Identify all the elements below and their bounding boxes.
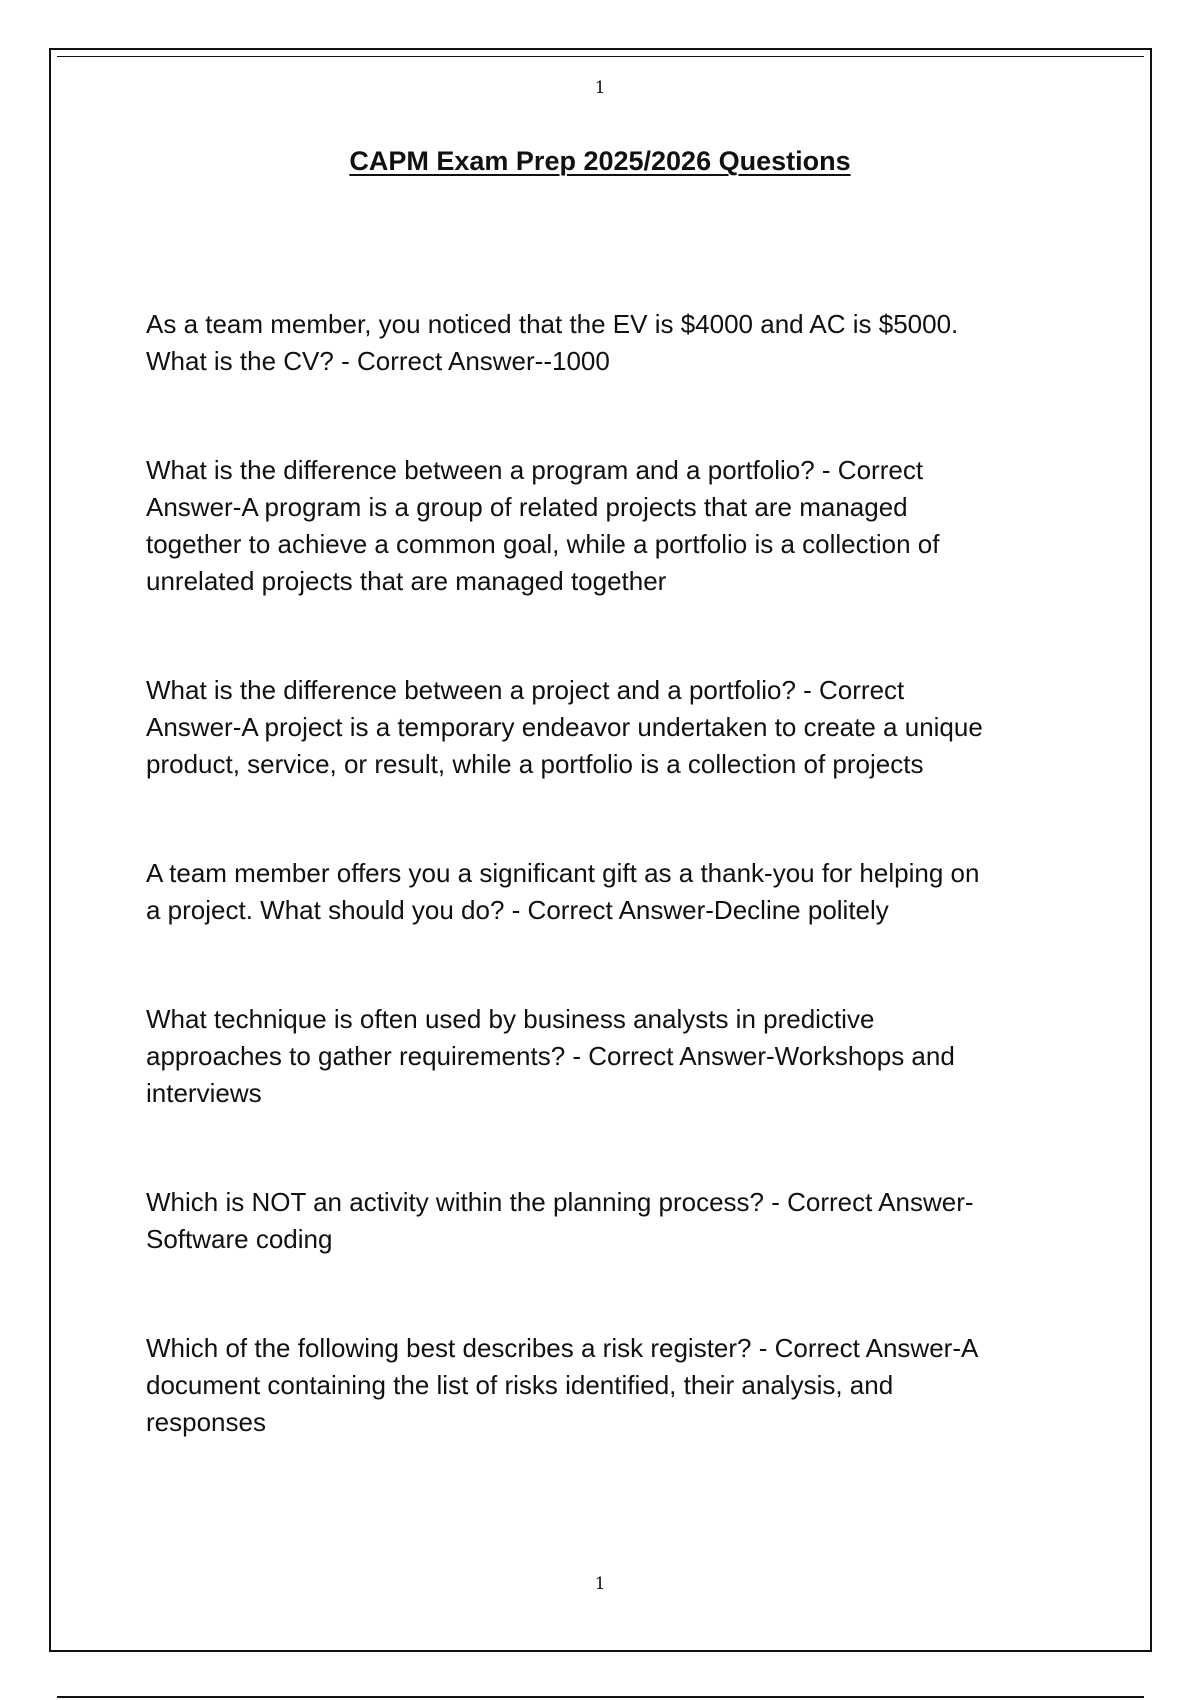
question-item: Which of the following best describes a risk register? - Correct Answer-A document containing the list of risks identified, their analysis, and responses <box>146 1333 979 1437</box>
page-title: CAPM Exam Prep 2025/2026 Questions <box>349 146 851 176</box>
question-item: A team member offers you a significant gift as a thank-you for helping on a project. What should you do? - Correct Answer-Decline politely <box>146 858 980 925</box>
question-item: What is the difference between a project and a portfolio? - Correct Answer-A project is a temporary endeavor undertaken to create a unique product, service, or result, while a portfolio is a collection of projects <box>146 675 983 779</box>
question-item: What technique is often used by business analysts in predictive approaches to gather requirements? - Correct Answer-Workshops and interviews <box>146 1004 955 1108</box>
page-number-bottom: 1 <box>594 1574 606 1594</box>
question-item: What is the difference between a program and a portfolio? - Correct Answer-A program is a group of related projects that are managed together to achieve a common goal, while a portfolio is a collection of unrelated projects that are managed together <box>146 455 940 596</box>
question-list <box>146 306 1071 1513</box>
page-border-inner-rule <box>57 56 1144 57</box>
question-item: As a team member, you noticed that the EV is $4000 and AC is $5000. What is the CV? - Correct Answer--1000 <box>146 309 959 376</box>
question-item: Which is NOT an activity within the planning process? - Correct Answer- Software coding <box>146 1187 974 1254</box>
next-page-top-border <box>57 1696 1144 1698</box>
page-number-top: 1 <box>594 78 606 98</box>
